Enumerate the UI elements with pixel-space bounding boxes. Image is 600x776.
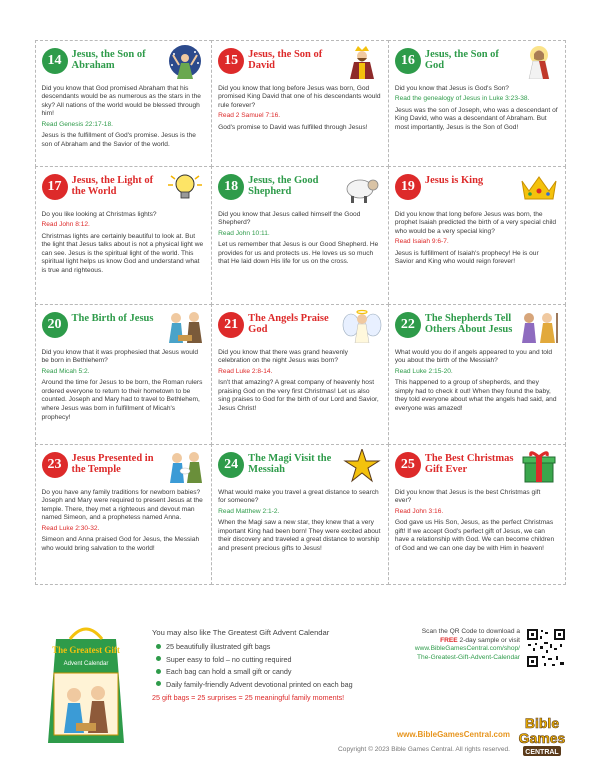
day-badge: 24 (218, 452, 244, 478)
card-title: The Magi Visit the Messiah (248, 452, 332, 475)
card-20 (35, 304, 213, 445)
copyright: Copyright © 2023 Bible Games Central. All rights reserved. (338, 746, 510, 753)
scripture-reference: Read Luke 2:30-32. (41, 524, 100, 532)
scripture-reference: Read Matthew 2:1-2. (218, 507, 280, 515)
abraham-stars-icon (165, 45, 205, 79)
bag-subtitle: Advent Calendar (63, 661, 109, 667)
card-lesson: Simeon and Anna praised God for Jesus, the Messiah who would bring salvation to the world! (41, 536, 200, 553)
day-badge: 17 (42, 174, 68, 200)
scripture-reference: Read John 8:12. (41, 221, 90, 229)
card-title: Jesus, the Son of God (424, 48, 499, 71)
qr-line-2: 2-day sample or visit (459, 636, 520, 644)
card-15 (211, 40, 389, 167)
card-24 (211, 444, 389, 585)
card-lesson: God's promise to David was fulfilled through Jesus! (218, 123, 368, 131)
card-lesson: When the Magi saw a new star, they knew that a very important King had been born! They were excited about their discovery and traveled a great distance to worship and present precious gifts to Jesus! (218, 519, 381, 553)
qr-code[interactable] (526, 628, 566, 668)
card-title: Jesus, the Good Shepherd (248, 174, 319, 197)
scripture-reference: Read the genealogy of Jesus in Luke 3:23-38. (394, 95, 530, 103)
card-21 (211, 304, 389, 445)
jesus-icon (519, 45, 559, 79)
day-badge: 20 (42, 312, 68, 338)
svg-text:CENTRAL: CENTRAL (525, 749, 559, 756)
card-title: The Best Christmas Gift Ever (424, 452, 514, 475)
angel-icon (342, 309, 382, 343)
card-lesson: Jesus is fulfillment of Isaiah's prophecy! He is our Savior and King who would reign forever! (394, 249, 539, 266)
scripture-reference: Read John 10:11. (218, 229, 270, 237)
light-bulb-icon (165, 171, 205, 205)
scripture-reference: Read Luke 2:15-20. (394, 367, 453, 375)
advent-card-grid (35, 40, 565, 584)
day-badge: 14 (42, 48, 68, 74)
card-23 (35, 444, 213, 585)
card-title: The Angels Praise God (248, 312, 329, 335)
day-badge: 25 (395, 452, 421, 478)
promo-bullet: Super easy to fold – no cutting required (166, 655, 392, 664)
qr-instructions (362, 628, 520, 662)
scripture-reference: Read 2 Samuel 7:16. (218, 112, 281, 120)
qr-line-1: Scan the QR Code to download a (421, 628, 520, 635)
card-title: Jesus Presented in the Temple (71, 452, 154, 475)
scripture-reference: Read Luke 2:8-14. (218, 367, 273, 375)
sheep-icon (342, 171, 382, 205)
card-title: Jesus is King (424, 174, 484, 186)
scripture-reference: Read Genesis 22:17-18. (41, 120, 113, 128)
promo-block (152, 628, 392, 702)
bag-title: The Greatest Gift (52, 645, 120, 655)
day-badge: 15 (218, 48, 244, 74)
card-question: Did you know that long before Jesus was born, the prophet Isaiah predicted the birth of a very special child who would be a very special king? (394, 210, 557, 235)
day-badge: 21 (218, 312, 244, 338)
shop-link-line-2[interactable]: The-Greatest-Gift-Advent-Calendar (417, 653, 520, 661)
day-badge: 18 (218, 174, 244, 200)
shepherds-icon (519, 309, 559, 343)
promo-lead: You may also like The Greatest Gift Advent Calendar (152, 628, 330, 637)
card-question: Did you know that Jesus is God's Son? (394, 84, 509, 92)
card-title: Jesus, the Light of the World (71, 174, 154, 197)
shop-link-line-1[interactable]: www.BibleGamesCentral.com/shop/ (414, 645, 520, 653)
scripture-reference: Read John 3:16. (394, 507, 444, 515)
card-question: What would make you travel a great distance to search for someone? (218, 488, 379, 505)
promo-bullet: Daily family-friendly Advent devotional printed on each bag (166, 680, 392, 689)
card-19 (388, 166, 566, 305)
crown-icon (519, 171, 559, 205)
card-question: Do you have any family traditions for newborn babies? Joseph and Mary were required to present Jesus at the temple. There, they met a righteous and devout man named Simeon, and a prophetess named Anna. (41, 488, 203, 522)
card-question: Did you know that Jesus called himself the Good Shepherd? (218, 210, 361, 227)
website-link[interactable]: www.BibleGamesCentral.com (396, 730, 510, 739)
temple-family-icon (165, 449, 205, 483)
card-lesson: Jesus was the son of Joseph, who was a descendant of King David, who was a descendant of Abraham. But most importantly, Jesus is the Son of God! (394, 106, 558, 131)
card-question: Do you like looking at Christmas lights? (41, 210, 157, 218)
card-lesson: Isn't that amazing? A great company of heavenly host praising God on the very first Christmas! Let us also sing praises to God for the birth of our Lord and Savior, Jesus Christ! (218, 379, 379, 413)
card-14 (35, 40, 213, 167)
card-lesson: God gave us His Son, Jesus, as the perfect Christmas gift! If we accept God's perfect gift of Jesus, we can have a relationship with God. We can become children of God and we can one day be with Him in heaven! (394, 519, 555, 553)
card-title: The Shepherds Tell Others About Jesus (424, 312, 513, 335)
card-22 (388, 304, 566, 445)
svg-text:Bible: Bible (524, 715, 560, 731)
card-question: Did you know that there was grand heavenly celebration on the night Jesus was born? (218, 348, 348, 365)
day-badge: 23 (42, 452, 68, 478)
qr-free-label: FREE (440, 636, 458, 644)
card-title: Jesus, the Son of Abraham (71, 48, 146, 71)
card-question: Did you know that long before Jesus was born, God promised King David that one of his descendants would rule forever? (218, 84, 381, 109)
card-question: Did you know that Jesus is the best Christmas gift ever? (394, 488, 541, 505)
scripture-reference: Read Isaiah 9:6-7. (394, 238, 449, 246)
card-lesson: Jesus is the fulfillment of God's promise. Jesus is the son of Abraham and the Savior of the world. (41, 132, 196, 149)
promo-bullet: Each bag can hold a small gift or candy (166, 667, 392, 676)
bible-games-central-logo (515, 714, 569, 758)
card-16 (388, 40, 566, 167)
card-lesson: Around the time for Jesus to be born, the Roman rulers ordered everyone to return to their hometown to be counted. Joseph and Mary had to travel to Bethlehem, where Jesus was born in fulfillment of Micah's prophecy! (41, 379, 203, 421)
day-badge: 16 (395, 48, 421, 74)
card-lesson: Let us remember that Jesus is our Good Shepherd. He provides for us and protects us. He loves us so much that He laid down His life for us on the cross. (218, 241, 379, 266)
star-icon (342, 449, 382, 483)
card-question: Did you know that God promised Abraham that his descendants would be as numerous as the stars in the sky? All nations of the world would be blessed through him! (41, 84, 201, 118)
card-title: Jesus, the Son of David (248, 48, 323, 71)
day-badge: 19 (395, 174, 421, 200)
nativity-icon (165, 309, 205, 343)
scripture-reference: Read Micah 5:2. (41, 367, 90, 375)
card-question: Did you know that it was prophesied that Jesus would be born in Bethlehem? (41, 348, 199, 365)
card-25 (388, 444, 566, 585)
promo-tagline: 25 gift bags = 25 surprises = 25 meaningful family moments! (152, 692, 345, 702)
promo-bullet: 25 beautifully illustrated gift bags (166, 642, 392, 651)
card-title: The Birth of Jesus (71, 312, 154, 324)
card-question: What would you do if angels appeared to you and told you about the birth of the Messiah? (394, 348, 553, 365)
king-david-icon (342, 45, 382, 79)
day-badge: 22 (395, 312, 421, 338)
advent-gift-bag-image (40, 615, 132, 745)
card-lesson: Christmas lights are certainly beautiful to look at. But the light that Jesus talks about is not a physical light we can see. Jesus is the spiritual light of the world. This spiritual light helps us know God and understand what is true and righteous. (41, 232, 204, 275)
card-lesson: This happened to a group of shepherds, and they simply had to check it out! When they found the baby, they told everyone about what the angels had said, and everyone was amazed! (394, 379, 557, 413)
svg-text:Games: Games (518, 730, 566, 746)
card-18 (211, 166, 389, 305)
gift-icon (519, 449, 559, 483)
promo-bullet-list (152, 642, 392, 689)
card-17 (35, 166, 213, 305)
